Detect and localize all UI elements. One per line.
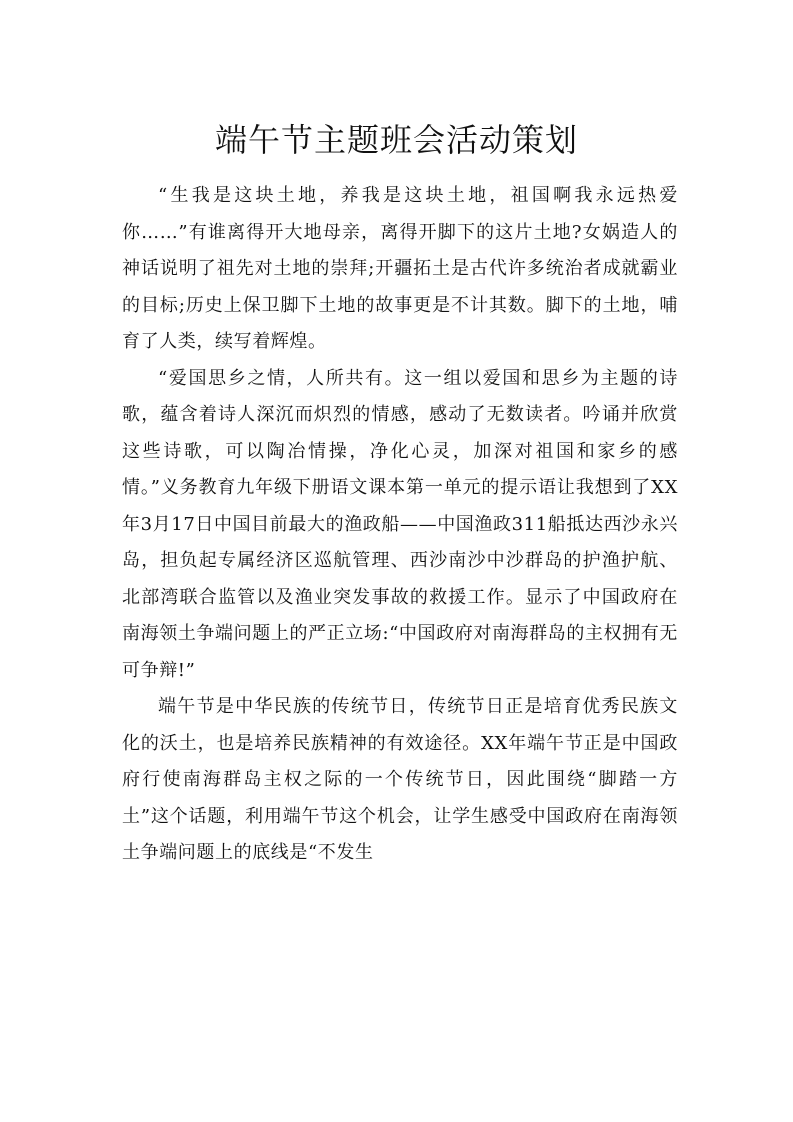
document-body xyxy=(122,178,678,872)
paragraph-1: “生我是这块土地，养我是这块土地，祖国啊我永远热爱你……”有谁离得开大地母亲，离得开脚下的这片土地?女娲造人的神话说明了祖先对土地的崇拜;开疆拓土是古代许多统治者成就霸业的目标;历史上保卫脚下土地的故事更是不计其数。脚下的土地，哺育了人类，续写着辉煌。 xyxy=(122,185,678,352)
paragraph-3: 端午节是中华民族的传统节日，传统节日正是培育优秀民族文化的沃土，也是培养民族精神的有效途径。XX年端午节正是中国政府行使南海群岛主权之际的一个传统节日，因此围绕“脚踏一方土”这个话题，利用端午节这个机会，让学生感受中国政府在南海领土争端问题上的底线是“不发生 xyxy=(122,696,678,863)
page-title: 端午节主题班会活动策划 xyxy=(214,121,578,159)
paragraph-2: “爱国思乡之情，人所共有。这一组以爱国和思乡为主题的诗歌，蕴含着诗人深沉而炽烈的情感，感动了无数读者。吟诵并欣赏这些诗歌，可以陶冶情操，净化心灵，加深对祖国和家乡的感情。”义务教育九年级下册语文课本第一单元的提示语让我想到了XX年3月17日中国目前最大的渔政船——中国渔政311船抵达西沙永兴岛，担负起专属经济区巡航管理、西沙南沙中沙群岛的护渔护航、北部湾联合监管以及渔业突发事故的救援工作。显示了中国政府在南海领土争端问题上的严正立场:“中国政府对南海群岛的主权拥有无可争辩!” xyxy=(122,367,678,681)
